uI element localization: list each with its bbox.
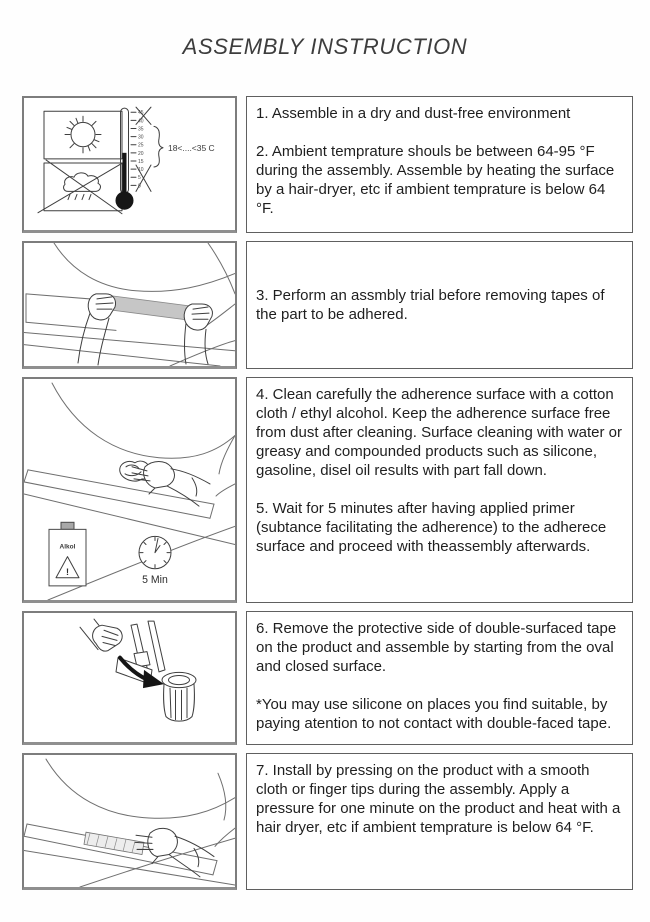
svg-text:!: ! xyxy=(65,566,70,577)
applied-strip xyxy=(84,832,144,854)
holding-hand-icon xyxy=(80,619,122,651)
temp-range-label: 18<....<35 C xyxy=(168,142,215,153)
step-row-3 xyxy=(22,377,633,603)
step-row-4 xyxy=(22,611,633,745)
clock-icon xyxy=(139,536,171,585)
instruction-text-pressing xyxy=(246,753,633,890)
tape-strip xyxy=(112,296,190,320)
instruction-text-cleaning xyxy=(246,377,633,603)
pressing-illustration-svg xyxy=(24,755,235,887)
illustration-cleaning xyxy=(22,377,237,603)
svg-text:15: 15 xyxy=(138,158,144,165)
svg-text:20: 20 xyxy=(138,150,144,157)
trash-can-icon xyxy=(162,672,196,721)
instruction-paragraph-3: 3. Perform an assmbly trial before removing tapes of the part to be adhered. xyxy=(256,287,605,323)
alcohol-bottle-icon xyxy=(49,522,86,586)
step-row-5 xyxy=(22,753,633,890)
instruction-note: *You may use silicone on places you find suitable, by paying atention to not contact with double-faced tape. xyxy=(256,696,612,732)
instruction-rows xyxy=(22,96,633,898)
trial-illustration-svg xyxy=(24,243,235,366)
svg-text:40: 40 xyxy=(138,118,144,125)
step-row-1 xyxy=(22,96,633,233)
tape-removal-illustration-svg xyxy=(24,613,235,742)
svg-text:30: 30 xyxy=(138,134,144,141)
climate-illustration-svg xyxy=(24,98,235,230)
instruction-paragraph-2: 2. Ambient temprature shouls be between 64-95 °F during the assembly. Assemble by heating the surface by a hair-dryer, etc if ambient temprature is below 64 °F. xyxy=(256,143,615,217)
instruction-text-tape-removal xyxy=(246,611,633,745)
instruction-text-environment xyxy=(246,96,633,233)
illustration-pressing xyxy=(22,753,237,890)
svg-text:5: 5 xyxy=(138,175,141,182)
step-row-2 xyxy=(22,241,633,369)
svg-text:35: 35 xyxy=(138,126,144,133)
right-hand-icon xyxy=(184,304,212,364)
instruction-text-trial xyxy=(246,241,633,369)
illustration-climate xyxy=(22,96,237,233)
car-sill-lines xyxy=(24,759,235,887)
instruction-paragraph-4: 4. Clean carefully the adherence surface with a cotton cloth / ethyl alcohol. Keep the adherence surface free from dust after cleaning. Surface cleaning with water or greasy and compounded products such as silicone, gasoline, disel oil results with part fall down. xyxy=(256,386,623,479)
range-brace xyxy=(154,126,163,167)
cleaning-illustration-svg xyxy=(24,379,235,600)
svg-text:0: 0 xyxy=(138,183,141,190)
instruction-paragraph-5: 5. Wait for 5 minutes after having applied primer (subtance facilitating the adherence) to the adherece surface and proceed with theassembly afterwards. xyxy=(256,500,607,555)
page-title: ASSEMBLY INSTRUCTION xyxy=(182,34,468,59)
svg-text:45: 45 xyxy=(138,110,144,117)
illustration-assembly-trial xyxy=(22,241,237,369)
svg-text:10: 10 xyxy=(138,167,144,174)
sun-icon xyxy=(44,111,122,159)
svg-text:25: 25 xyxy=(138,142,144,149)
clock-label: 5 Min xyxy=(142,573,168,586)
bottle-label: Alkol xyxy=(59,543,76,551)
instruction-paragraph-7: 7. Install by pressing on the product with a smooth cloth or finger tips during the assembly. Apply a pressure for one minute on the product and heat with a hair dryer, etc if ambient temprature is below 64 °F. xyxy=(256,762,621,836)
illustration-tape-removal xyxy=(22,611,237,745)
no-rain-icon xyxy=(38,160,126,214)
thermometer-icon xyxy=(116,107,215,210)
instruction-paragraph-1: 1. Assemble in a dry and dust-free environment xyxy=(256,105,571,122)
instruction-paragraph-6: 6. Remove the protective side of double-surfaced tape on the product and assemble by starting from the oval and closed surface. xyxy=(256,620,617,675)
